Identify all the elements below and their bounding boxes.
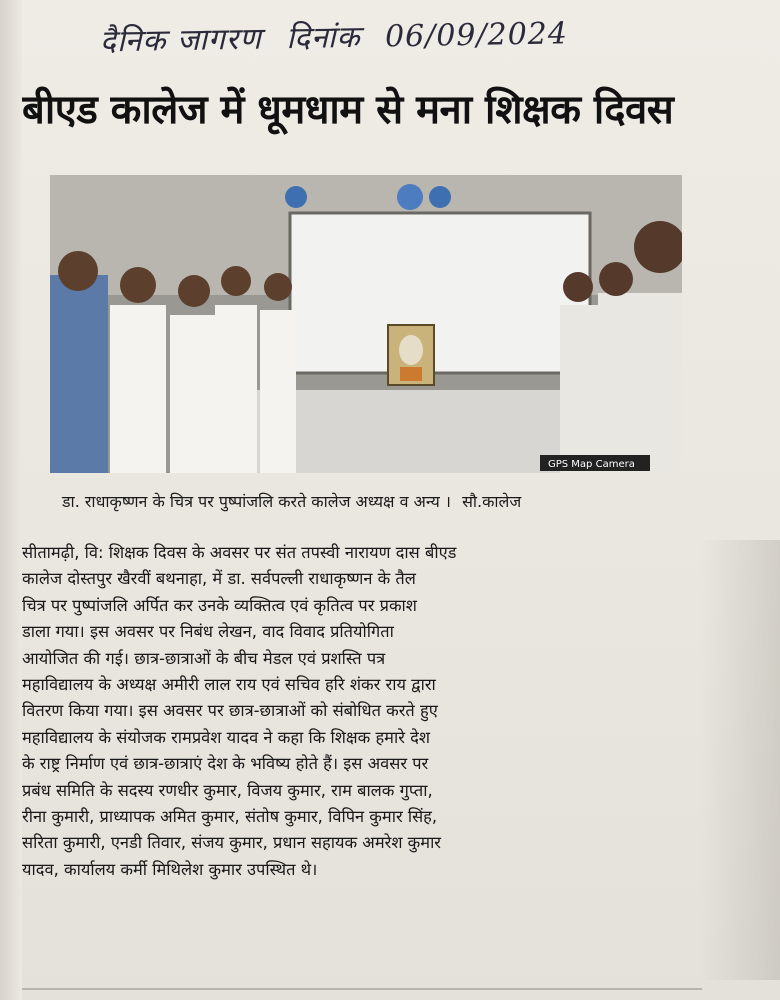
paper-name: दैनिक जागरण [99, 21, 263, 60]
article-line: सरिता कुमारी, एनडी तिवार, संजय कुमार, प्रधान सहायक अमरेश कुमार [22, 833, 442, 853]
article-line: चित्र पर पुष्पांजलि अर्पित कर उनके व्यक्तित्व एवं कृतित्व पर प्रकाश [22, 595, 417, 615]
article-line: सीतामढ़ी, वि: शिक्षक दिवस के अवसर पर संत तपस्वी नारायण दास बीएड [22, 543, 457, 562]
photo-caption [62, 490, 682, 518]
article-line: यादव, कार्यालय कर्मी मिथिलेश कुमार उपस्थित थे। [22, 859, 318, 879]
photo-icon [50, 175, 682, 473]
article-headline: बीएड कालेज में धूमधाम से मना शिक्षक दिवस [22, 87, 674, 133]
article-line: कालेज दोस्तपुर खैरवीं बथनाहा, में डा. सर्वपल्ली राधाकृष्णन के तैल [22, 569, 416, 589]
clipping-bottom-edge [22, 988, 702, 990]
article-body [22, 540, 690, 883]
scan-edge-shadow [0, 0, 22, 1000]
date-label: दिनांक [286, 19, 361, 57]
scan-right-shadow [700, 540, 780, 980]
caption-credit: सौ.कालेज [462, 492, 522, 511]
article-line: प्रबंध समिति के सदस्य रणधीर कुमार, विजय कुमार, राम बालक गुप्ता, [22, 780, 433, 800]
article-line: वितरण किया गया। इस अवसर पर छात्र-छात्राओं को संबोधित करते हुए [22, 701, 438, 721]
caption-text: डा. राधाकृष्णन के चित्र पर पुष्पांजलि करते कालेज अध्यक्ष व अन्य । [62, 492, 451, 511]
article-line: महाविद्यालय के संयोजक रामप्रवेश यादव ने कहा कि शिक्षक हमारे देश [22, 727, 430, 747]
article-line: आयोजित की गई। छात्र-छात्राओं के बीच मेडल एवं प्रशस्ति पत्र [22, 648, 386, 668]
article-line: के राष्ट्र निर्माण एवं छात्र-छात्राएं देश के भविष्य होते हैं। इस अवसर पर [22, 754, 429, 774]
article-line: रीना कुमारी, प्राध्यापक अमित कुमार, संतोष कुमार, विपिन कुमार सिंह, [22, 806, 438, 826]
date-value: 06/09/2024 [384, 16, 569, 55]
photo-watermark: GPS Map Camera [548, 459, 635, 470]
article-line: डाला गया। इस अवसर पर निबंध लेखन, वाद विवाद प्रतियोगिता [22, 622, 394, 642]
news-photo [50, 175, 682, 473]
article-line: महाविद्यालय के अध्यक्ष अमीरी लाल राय एवं सचिव हरि शंकर राय द्वारा [22, 674, 436, 694]
